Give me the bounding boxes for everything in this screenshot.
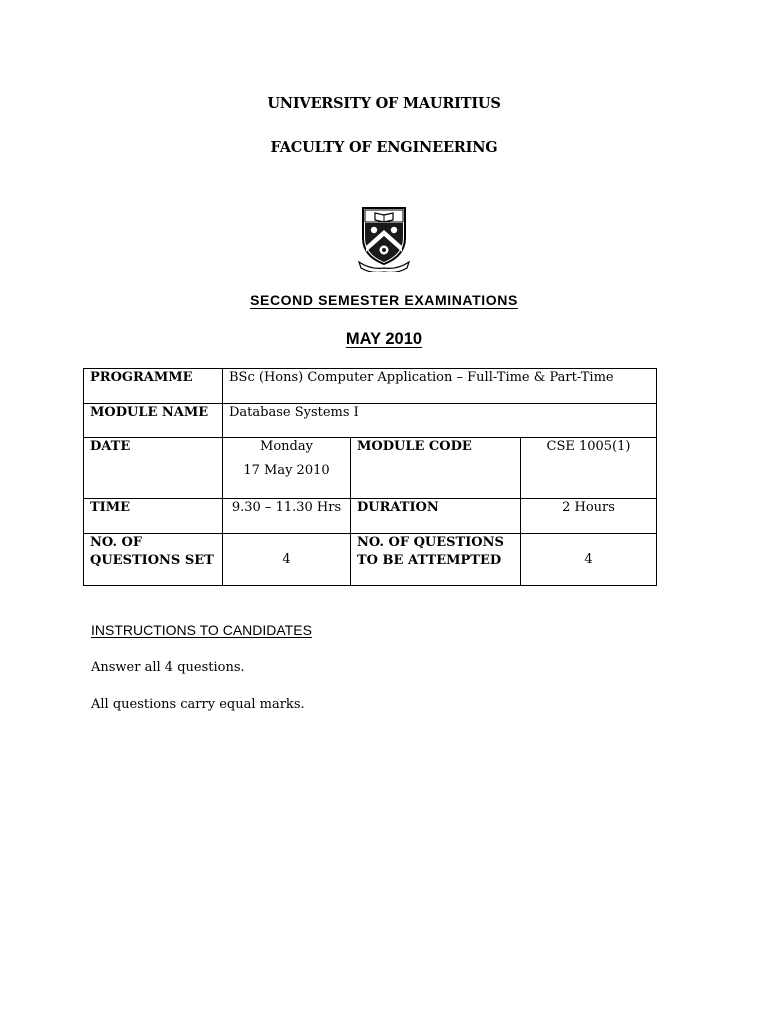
questions-set-value: 4 xyxy=(223,534,351,586)
table-row xyxy=(84,499,657,534)
exam-info-table xyxy=(83,368,657,586)
questions-set-label-line2: QUESTIONS SET xyxy=(90,553,214,568)
questions-attempt-label-line1: NO. OF QUESTIONS xyxy=(357,535,504,550)
exam-month-title xyxy=(0,330,768,349)
questions-attempt-label xyxy=(351,534,521,586)
instruction-item: All questions carry equal marks. xyxy=(91,697,305,712)
time-label: TIME xyxy=(84,499,223,534)
duration-label: DURATION xyxy=(351,499,521,534)
exam-semester-title xyxy=(0,292,768,308)
month-text: MAY 2010 xyxy=(345,330,423,348)
questions-attempt-value: 4 xyxy=(521,534,657,586)
date-cell xyxy=(223,438,351,499)
time-value: 9.30 – 11.30 Hrs xyxy=(223,499,351,534)
duration-value: 2 Hours xyxy=(521,499,657,534)
instruction-item: Answer all 4 questions. xyxy=(91,660,245,675)
university-name: UNIVERSITY OF MAURITIUS xyxy=(267,95,501,112)
table-row xyxy=(84,534,657,586)
questions-set-label-line1: NO. OF xyxy=(90,535,143,550)
date-value: 17 May 2010 xyxy=(243,463,330,478)
programme-label: PROGRAMME xyxy=(84,369,223,404)
table-row xyxy=(84,404,657,438)
table-row xyxy=(84,369,657,404)
table-row xyxy=(84,438,657,499)
date-label: DATE xyxy=(84,438,223,499)
university-crest-icon xyxy=(357,204,411,272)
instructions-title: INSTRUCTIONS TO CANDIDATES xyxy=(91,622,312,638)
questions-set-label xyxy=(84,534,223,586)
date-day: Monday xyxy=(260,439,313,454)
module-name-label: MODULE NAME xyxy=(84,404,223,438)
module-code-value: CSE 1005(1) xyxy=(521,438,657,499)
questions-attempt-label-line2: TO BE ATTEMPTED xyxy=(357,553,502,568)
module-name-value: Database Systems I xyxy=(223,404,657,438)
semester-text: SECOND SEMESTER EXAMINATIONS xyxy=(250,292,518,308)
programme-value: BSc (Hons) Computer Application – Full-Time & Part-Time xyxy=(223,369,657,404)
faculty-name: FACULTY OF ENGINEERING xyxy=(270,139,498,156)
module-code-label: MODULE CODE xyxy=(351,438,521,499)
